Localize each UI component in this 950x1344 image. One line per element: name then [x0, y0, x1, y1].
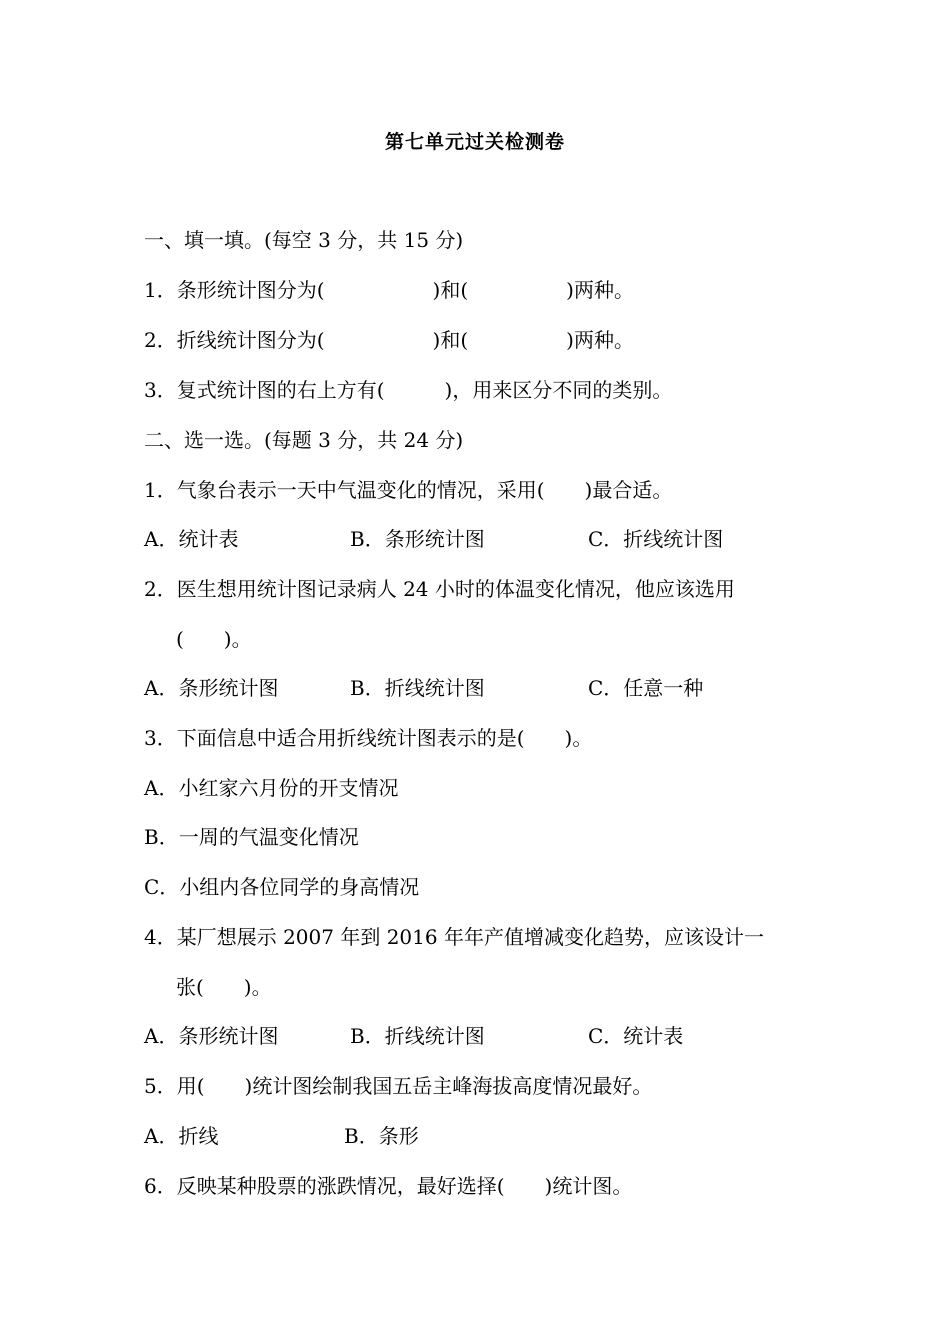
question-text: )两种。	[566, 328, 634, 352]
option-c[interactable]: C．折线统计图	[588, 527, 724, 551]
section2-question-1: 1．气象台表示一天中气温变化的情况，采用( )最合适。	[144, 478, 673, 502]
page-title: 第七单元过关检测卷	[384, 131, 565, 153]
question-text: )和(	[432, 328, 469, 352]
option-a[interactable]: A．折线	[144, 1124, 219, 1148]
option-b[interactable]: B．折线统计图	[350, 1024, 485, 1048]
section2-question-5: 5．用( )统计图绘制我国五岳主峰海拔高度情况最好。	[144, 1074, 653, 1098]
section1-heading: 一、填一填。(每空 3 分，共 15 分)	[144, 228, 464, 252]
option-b[interactable]: B．折线统计图	[350, 676, 485, 700]
section2-question-2: 2．医生想用统计图记录病人 24 小时的体温变化情况，他应该选用	[144, 577, 735, 601]
option-a[interactable]: A．条形统计图	[144, 1024, 279, 1048]
question-number: 3．	[144, 378, 177, 402]
option-b[interactable]: B．一周的气温变化情况	[144, 825, 359, 849]
option-a[interactable]: A．小红家六月份的开支情况	[144, 776, 399, 800]
section2-question-4-options	[144, 1022, 683, 1050]
option-b[interactable]: B．条形统计图	[350, 527, 485, 551]
option-c[interactable]: C．统计表	[588, 1024, 684, 1048]
option-b[interactable]: B．条形	[344, 1124, 419, 1148]
question-text: )和(	[432, 278, 469, 302]
option-a[interactable]: A．条形统计图	[144, 676, 279, 700]
question-text: 复式统计图的右上方有(	[176, 378, 385, 402]
section2-question-4: 4．某厂想展示 2007 年到 2016 年年产值增减变化趋势，应该设计一	[144, 925, 764, 949]
section2-heading: 二、选一选。(每题 3 分，共 24 分)	[144, 428, 464, 452]
question-number: 1．	[144, 278, 177, 302]
section2-question-2-options	[144, 674, 703, 702]
question-text: 折线统计图分为(	[176, 328, 325, 352]
section1-question-1	[144, 276, 634, 304]
option-a[interactable]: A．统计表	[144, 527, 239, 551]
section2-question-6: 6．反映某种股票的涨跌情况，最好选择( )统计图。	[144, 1174, 633, 1198]
question-number: 2．	[144, 328, 177, 352]
question-text: )两种。	[566, 278, 634, 302]
section2-question-4-continued: 张( )。	[176, 975, 272, 999]
question-text: 条形统计图分为(	[176, 278, 325, 302]
section1-question-3	[144, 376, 672, 404]
section2-question-1-options	[144, 525, 723, 553]
section2-question-2-continued: ( )。	[176, 627, 252, 651]
section2-question-3: 3．下面信息中适合用折线统计图表示的是( )。	[144, 726, 593, 750]
section2-question-5-options	[144, 1122, 419, 1150]
option-c[interactable]: C．任意一种	[588, 676, 704, 700]
option-c[interactable]: C．小组内各位同学的身高情况	[144, 875, 420, 899]
section1-question-2	[144, 326, 634, 354]
question-text: )，用来区分不同的类别。	[444, 378, 673, 402]
